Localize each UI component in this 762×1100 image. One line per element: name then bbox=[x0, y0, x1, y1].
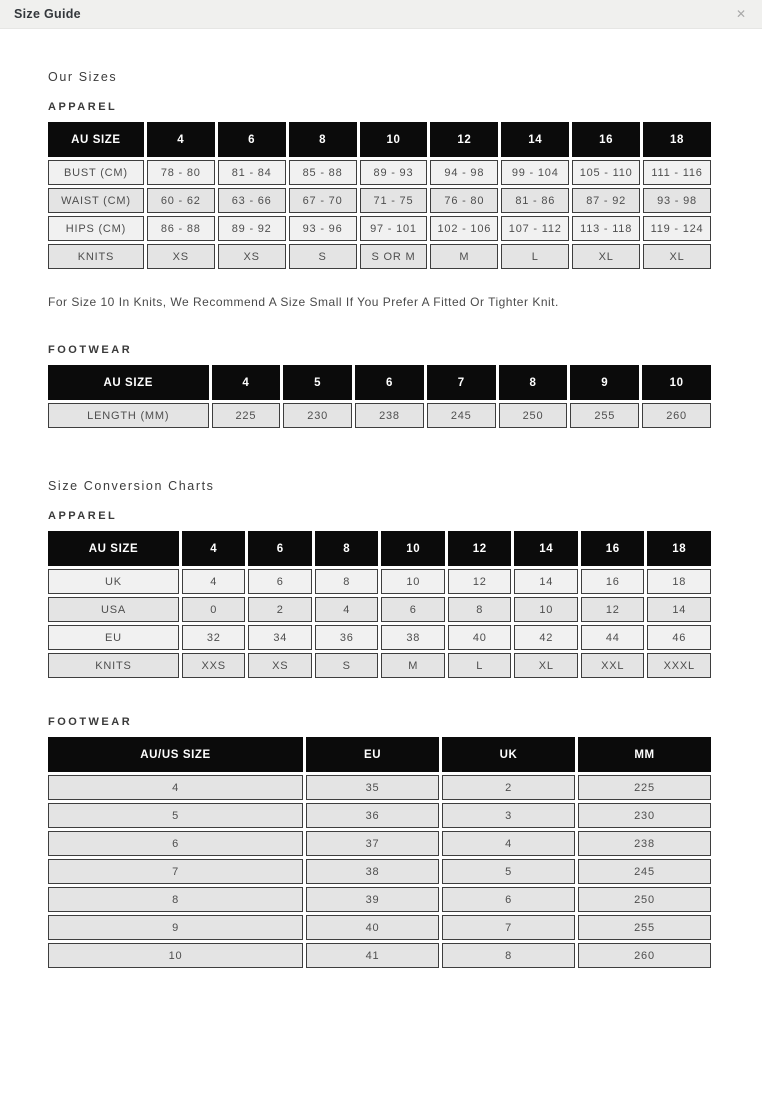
row-label-cell: KNITS bbox=[48, 244, 144, 269]
value-cell: 81 - 84 bbox=[218, 160, 286, 185]
value-cell: 14 bbox=[514, 569, 578, 594]
value-cell: 32 bbox=[182, 625, 246, 650]
value-cell: 6 bbox=[381, 597, 445, 622]
value-cell: 260 bbox=[578, 943, 711, 968]
value-cell: 8 bbox=[442, 943, 575, 968]
value-cell: 37 bbox=[306, 831, 439, 856]
our-sizes-apparel-label: APPAREL bbox=[48, 101, 118, 113]
our-sizes-footwear-label: FOOTWEAR bbox=[48, 344, 133, 356]
value-cell: 93 - 96 bbox=[289, 216, 357, 241]
table-header-row bbox=[48, 531, 711, 566]
table-row bbox=[48, 943, 711, 968]
value-cell: 39 bbox=[306, 887, 439, 912]
column-header: 8 bbox=[499, 365, 568, 400]
value-cell: M bbox=[430, 244, 498, 269]
value-cell: XL bbox=[572, 244, 640, 269]
row-label-cell: HIPS (CM) bbox=[48, 216, 144, 241]
column-header: UK bbox=[442, 737, 575, 772]
table-row bbox=[48, 775, 711, 800]
table-row bbox=[48, 160, 711, 185]
table-header-row bbox=[48, 737, 711, 772]
value-cell: 40 bbox=[448, 625, 512, 650]
value-cell: 63 - 66 bbox=[218, 188, 286, 213]
value-cell: 67 - 70 bbox=[289, 188, 357, 213]
value-cell: 4 bbox=[442, 831, 575, 856]
value-cell: XS bbox=[248, 653, 312, 678]
value-cell: 14 bbox=[647, 597, 711, 622]
value-cell: 6 bbox=[442, 887, 575, 912]
column-header: 12 bbox=[448, 531, 512, 566]
close-icon[interactable]: ✕ bbox=[735, 7, 746, 21]
value-cell: M bbox=[381, 653, 445, 678]
row-label-cell: 10 bbox=[48, 943, 303, 968]
column-header: 10 bbox=[360, 122, 428, 157]
value-cell: 5 bbox=[442, 859, 575, 884]
table-row bbox=[48, 569, 711, 594]
value-cell: 85 - 88 bbox=[289, 160, 357, 185]
conversion-footwear-label: FOOTWEAR bbox=[48, 716, 133, 728]
column-header: EU bbox=[306, 737, 439, 772]
value-cell: 71 - 75 bbox=[360, 188, 428, 213]
value-cell: 10 bbox=[381, 569, 445, 594]
table-row bbox=[48, 915, 711, 940]
value-cell: 41 bbox=[306, 943, 439, 968]
value-cell: 16 bbox=[581, 569, 645, 594]
column-header: 18 bbox=[643, 122, 711, 157]
column-header: AU SIZE bbox=[48, 365, 209, 400]
value-cell: 99 - 104 bbox=[501, 160, 569, 185]
value-cell: XS bbox=[147, 244, 215, 269]
value-cell: 60 - 62 bbox=[147, 188, 215, 213]
value-cell: 238 bbox=[578, 831, 711, 856]
value-cell: XS bbox=[218, 244, 286, 269]
value-cell: 250 bbox=[578, 887, 711, 912]
conversion-apparel-label: APPAREL bbox=[48, 510, 118, 522]
column-header: 6 bbox=[355, 365, 424, 400]
conversion-apparel-table bbox=[45, 528, 714, 681]
row-label-cell: LENGTH (MM) bbox=[48, 403, 209, 428]
column-header: 10 bbox=[381, 531, 445, 566]
value-cell: 8 bbox=[315, 569, 379, 594]
value-cell: XL bbox=[643, 244, 711, 269]
value-cell: 36 bbox=[315, 625, 379, 650]
value-cell: XL bbox=[514, 653, 578, 678]
value-cell: 42 bbox=[514, 625, 578, 650]
value-cell: 46 bbox=[647, 625, 711, 650]
row-label-cell: BUST (CM) bbox=[48, 160, 144, 185]
value-cell: 230 bbox=[578, 803, 711, 828]
table-row bbox=[48, 188, 711, 213]
value-cell: 81 - 86 bbox=[501, 188, 569, 213]
column-header: 16 bbox=[572, 122, 640, 157]
row-label-cell: 9 bbox=[48, 915, 303, 940]
value-cell: 89 - 92 bbox=[218, 216, 286, 241]
value-cell: 6 bbox=[248, 569, 312, 594]
value-cell: 86 - 88 bbox=[147, 216, 215, 241]
value-cell: 94 - 98 bbox=[430, 160, 498, 185]
value-cell: 40 bbox=[306, 915, 439, 940]
value-cell: XXXL bbox=[647, 653, 711, 678]
column-header: AU SIZE bbox=[48, 531, 179, 566]
value-cell: 260 bbox=[642, 403, 711, 428]
dialog-title: Size Guide bbox=[14, 7, 81, 21]
table-row bbox=[48, 803, 711, 828]
column-header: 16 bbox=[581, 531, 645, 566]
dialog-header bbox=[0, 0, 762, 29]
column-header: 6 bbox=[248, 531, 312, 566]
row-label-cell: USA bbox=[48, 597, 179, 622]
value-cell: S bbox=[315, 653, 379, 678]
value-cell: L bbox=[501, 244, 569, 269]
value-cell: 225 bbox=[212, 403, 281, 428]
column-header: 4 bbox=[147, 122, 215, 157]
table-header-row bbox=[48, 365, 711, 400]
conversion-footwear-table bbox=[45, 734, 714, 971]
table-row bbox=[48, 625, 711, 650]
table-row bbox=[48, 244, 711, 269]
our-sizes-title: Our Sizes bbox=[48, 70, 118, 84]
row-label-cell: WAIST (CM) bbox=[48, 188, 144, 213]
value-cell: 44 bbox=[581, 625, 645, 650]
value-cell: 0 bbox=[182, 597, 246, 622]
value-cell: 225 bbox=[578, 775, 711, 800]
value-cell: L bbox=[448, 653, 512, 678]
value-cell: 119 - 124 bbox=[643, 216, 711, 241]
value-cell: 105 - 110 bbox=[572, 160, 640, 185]
column-header: AU SIZE bbox=[48, 122, 144, 157]
value-cell: 2 bbox=[248, 597, 312, 622]
value-cell: 255 bbox=[570, 403, 639, 428]
size-guide-body bbox=[0, 70, 762, 971]
value-cell: 36 bbox=[306, 803, 439, 828]
table-row bbox=[48, 403, 711, 428]
row-label-cell: 7 bbox=[48, 859, 303, 884]
value-cell: 250 bbox=[499, 403, 568, 428]
row-label-cell: 6 bbox=[48, 831, 303, 856]
value-cell: 87 - 92 bbox=[572, 188, 640, 213]
value-cell: 4 bbox=[315, 597, 379, 622]
value-cell: 10 bbox=[514, 597, 578, 622]
column-header: 4 bbox=[182, 531, 246, 566]
value-cell: 238 bbox=[355, 403, 424, 428]
value-cell: XXS bbox=[182, 653, 246, 678]
value-cell: 4 bbox=[182, 569, 246, 594]
value-cell: 76 - 80 bbox=[430, 188, 498, 213]
column-header: 6 bbox=[218, 122, 286, 157]
value-cell: 8 bbox=[448, 597, 512, 622]
row-label-cell: UK bbox=[48, 569, 179, 594]
knits-size-note: For Size 10 In Knits, We Recommend A Size Small If You Prefer A Fitted Or Tighter Knit. bbox=[48, 295, 559, 309]
conversion-charts-title: Size Conversion Charts bbox=[48, 479, 215, 493]
value-cell: 38 bbox=[306, 859, 439, 884]
row-label-cell: KNITS bbox=[48, 653, 179, 678]
value-cell: XXL bbox=[581, 653, 645, 678]
column-header: 10 bbox=[642, 365, 711, 400]
table-header-row bbox=[48, 122, 711, 157]
value-cell: 97 - 101 bbox=[360, 216, 428, 241]
value-cell: 78 - 80 bbox=[147, 160, 215, 185]
column-header: 5 bbox=[283, 365, 352, 400]
value-cell: 245 bbox=[578, 859, 711, 884]
column-header: 7 bbox=[427, 365, 496, 400]
column-header: AU/US SIZE bbox=[48, 737, 303, 772]
value-cell: 12 bbox=[448, 569, 512, 594]
column-header: 8 bbox=[315, 531, 379, 566]
row-label-cell: EU bbox=[48, 625, 179, 650]
value-cell: 3 bbox=[442, 803, 575, 828]
value-cell: 38 bbox=[381, 625, 445, 650]
column-header: MM bbox=[578, 737, 711, 772]
value-cell: 93 - 98 bbox=[643, 188, 711, 213]
table-row bbox=[48, 597, 711, 622]
table-row bbox=[48, 859, 711, 884]
value-cell: 102 - 106 bbox=[430, 216, 498, 241]
value-cell: 89 - 93 bbox=[360, 160, 428, 185]
value-cell: S bbox=[289, 244, 357, 269]
table-row bbox=[48, 887, 711, 912]
value-cell: 255 bbox=[578, 915, 711, 940]
value-cell: 7 bbox=[442, 915, 575, 940]
column-header: 12 bbox=[430, 122, 498, 157]
column-header: 4 bbox=[212, 365, 281, 400]
value-cell: S OR M bbox=[360, 244, 428, 269]
value-cell: 12 bbox=[581, 597, 645, 622]
row-label-cell: 8 bbox=[48, 887, 303, 912]
column-header: 9 bbox=[570, 365, 639, 400]
value-cell: 2 bbox=[442, 775, 575, 800]
value-cell: 230 bbox=[283, 403, 352, 428]
our-sizes-footwear-table bbox=[45, 362, 714, 431]
column-header: 14 bbox=[501, 122, 569, 157]
our-sizes-apparel-table bbox=[45, 119, 714, 272]
table-row bbox=[48, 831, 711, 856]
value-cell: 107 - 112 bbox=[501, 216, 569, 241]
value-cell: 18 bbox=[647, 569, 711, 594]
row-label-cell: 5 bbox=[48, 803, 303, 828]
column-header: 18 bbox=[647, 531, 711, 566]
column-header: 14 bbox=[514, 531, 578, 566]
value-cell: 245 bbox=[427, 403, 496, 428]
value-cell: 111 - 116 bbox=[643, 160, 711, 185]
value-cell: 35 bbox=[306, 775, 439, 800]
column-header: 8 bbox=[289, 122, 357, 157]
table-row bbox=[48, 216, 711, 241]
row-label-cell: 4 bbox=[48, 775, 303, 800]
value-cell: 34 bbox=[248, 625, 312, 650]
table-row bbox=[48, 653, 711, 678]
value-cell: 113 - 118 bbox=[572, 216, 640, 241]
